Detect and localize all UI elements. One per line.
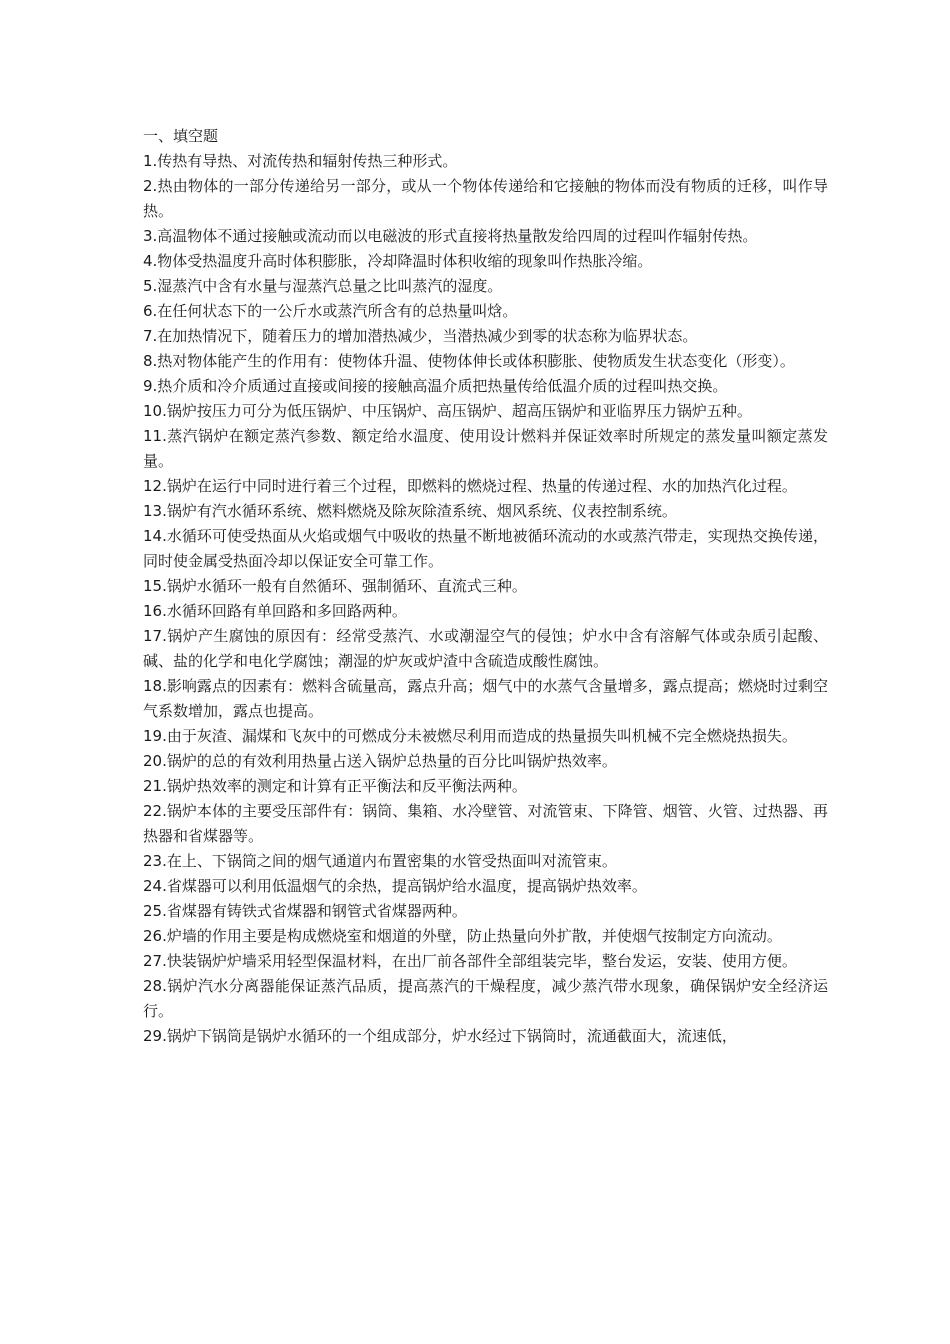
question-item: 6.在任何状态下的一公斤水或蒸汽所含有的总热量叫焓。 [143,302,518,320]
question-item: 26.炉墙的作用主要是构成燃烧室和烟道的外壁，防止热量向外扩散，并使烟气按制定方向流动。 [143,927,782,945]
question-item: 1.传热有导热、对流传热和辐射传热三种形式。 [143,152,458,170]
question-item: 21.锅炉热效率的测定和计算有正平衡法和反平衡法两种。 [143,777,527,795]
question-item: 5.湿蒸汽中含有水量与湿蒸汽总量之比叫蒸汽的湿度。 [143,277,503,295]
fill-in-blank-list [143,149,828,1049]
question-item: 19.由于灰渣、漏煤和飞灰中的可燃成分未被燃尽利用而造成的热量损失叫机械不完全燃烧热损失。 [143,727,797,745]
question-item: 2.热由物体的一部分传递给另一部分，或从一个物体传递给和它接触的物体而没有物质的迁移，叫作导热。 [143,177,828,220]
question-item: 11.蒸汽锅炉在额定蒸汽参数、额定给水温度、使用设计燃料并保证效率时所规定的蒸发量叫额定蒸发量。 [143,427,828,470]
question-item: 27.快装锅炉炉墙采用轻型保温材料，在出厂前各部件全部组装完毕，整台发运，安装、使用方便。 [143,952,797,970]
question-item: 15.锅炉水循环一般有自然循环、强制循环、直流式三种。 [143,577,527,595]
question-item: 10.锅炉按压力可分为低压锅炉、中压锅炉、高压锅炉、超高压锅炉和亚临界压力锅炉五种。 [143,402,752,420]
document-page [143,124,828,1049]
question-item: 29.锅炉下锅筒是锅炉水循环的一个组成部分，炉水经过下锅筒时，流通截面大，流速低， [143,1027,737,1045]
section-title: 一、填空题 [143,127,219,145]
question-item: 23.在上、下锅筒之间的烟气通道内布置密集的水管受热面叫对流管束。 [143,852,617,870]
question-item: 22.锅炉本体的主要受压部件有：锅筒、集箱、水冷壁管、对流管束、下降管、烟管、火管、过热器、再热器和省煤器等。 [143,802,828,845]
question-item: 25.省煤器有铸铁式省煤器和钢管式省煤器两种。 [143,902,467,920]
question-item: 9.热介质和冷介质通过直接或间接的接触高温介质把热量传给低温介质的过程叫热交换。 [143,377,728,395]
question-item: 4.物体受热温度升高时体积膨胀，冷却降温时体积收缩的现象叫作热胀冷缩。 [143,252,653,270]
question-item: 16.水循环回路有单回路和多回路两种。 [143,602,407,620]
question-item: 7.在加热情况下，随着压力的增加潜热减少，当潜热减少到零的状态称为临界状态。 [143,327,698,345]
question-item: 20.锅炉的总的有效利用热量占送入锅炉总热量的百分比叫锅炉热效率。 [143,752,617,770]
question-item: 28.锅炉汽水分离器能保证蒸汽品质，提高蒸汽的干燥程度，减少蒸汽带水现象，确保锅炉安全经济运行。 [143,977,828,1020]
question-item: 13.锅炉有汽水循环系统、燃料燃烧及除灰除渣系统、烟风系统、仪表控制系统。 [143,502,677,520]
question-item: 12.锅炉在运行中同时进行着三个过程，即燃料的燃烧过程、热量的传递过程、水的加热汽化过程。 [143,477,797,495]
question-item: 14.水循环可使受热面从火焰或烟气中吸收的热量不断地被循环流动的水或蒸汽带走，实现热交换传递，同时使金属受热面冷却以保证安全可靠工作。 [143,527,828,570]
question-item: 8.热对物体能产生的作用有：使物体升温、使物体伸长或体积膨胀、使物质发生状态变化（形变）。 [143,352,795,370]
question-item: 24.省煤器可以利用低温烟气的余热，提高锅炉给水温度，提高锅炉热效率。 [143,877,647,895]
question-item: 18.影响露点的因素有：燃料含硫量高，露点升高；烟气中的水蒸气含量增多，露点提高；燃烧时过剩空气系数增加，露点也提高。 [143,677,828,720]
question-item: 3.高温物体不通过接触或流动而以电磁波的形式直接将热量散发给四周的过程叫作辐射传热。 [143,227,758,245]
question-item: 17.锅炉产生腐蚀的原因有：经常受蒸汽、水或潮湿空气的侵蚀；炉水中含有溶解气体或杂质引起酸、碱、盐的化学和电化学腐蚀；潮湿的炉灰或炉渣中含硫造成酸性腐蚀。 [143,627,828,670]
